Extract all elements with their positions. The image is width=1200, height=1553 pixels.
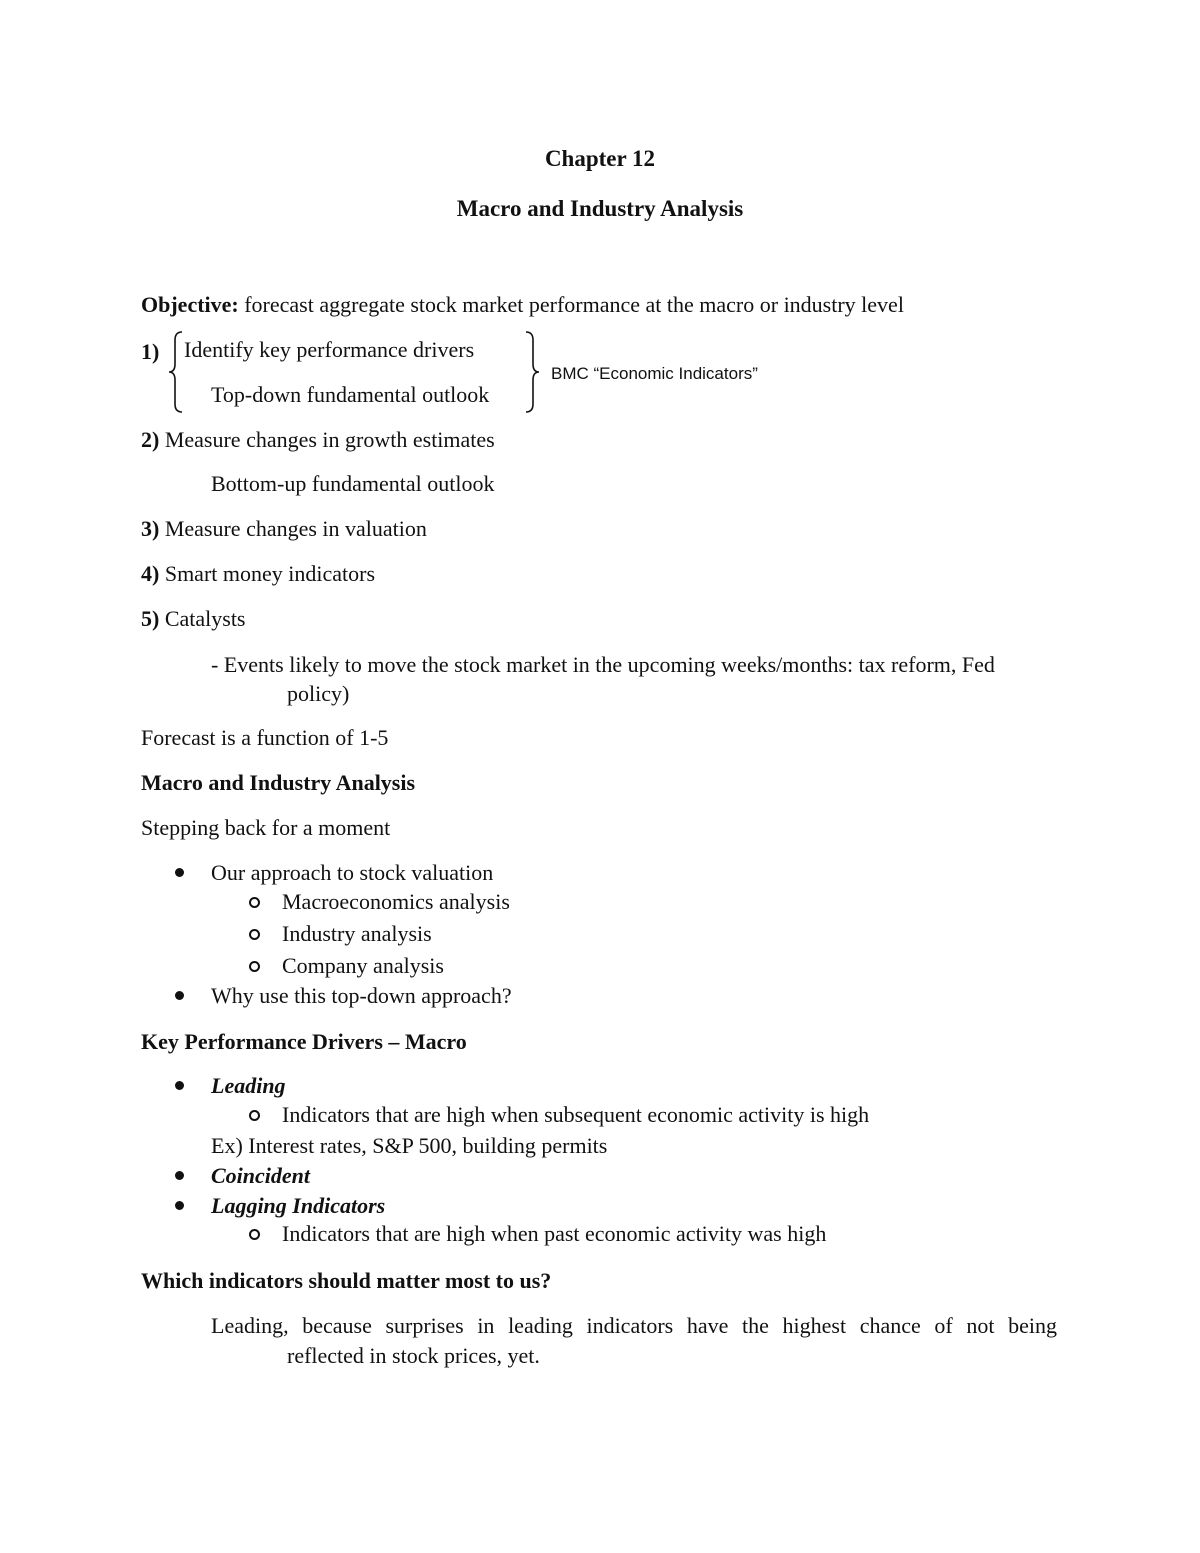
objective-text: forecast aggregate stock market performance at the macro or industry level [244,292,904,317]
which-answer-line1: Leading, because surprises in leading indicators have the highest chance of not being [211,1313,1057,1338]
step-2-number: 2) [141,427,160,452]
sub-bullet-icon [249,961,260,972]
step-3-text: Measure changes in valuation [164,516,427,541]
sub-bullet-industry: Industry analysis [282,921,432,946]
step-4-text: Smart money indicators [164,561,376,586]
bullet-icon [175,1171,184,1180]
forecast-text: Forecast is a function of 1-5 [141,725,389,750]
objective-line [141,291,904,319]
bullet-icon [175,991,184,1000]
bullet-icon [175,868,184,877]
sub-bullet-macro: Macroeconomics analysis [282,889,510,914]
sub-bullet-company: Company analysis [282,953,444,978]
sub-bullet-icon [249,897,260,908]
step-4 [141,560,375,588]
step-4-number: 4) [141,561,160,586]
bullet-icon [175,1081,184,1090]
bullet-leading: Leading [211,1073,286,1098]
bullet-why: Why use this top-down approach? [211,983,512,1008]
step-5-sub-line2: policy) [287,681,350,706]
bullet-approach: Our approach to stock valuation [211,860,494,885]
leading-description: Indicators that are high when subsequent economic activity is high [282,1102,870,1127]
step-3 [141,515,427,543]
sub-bullet-icon [249,1229,260,1240]
macro-section-heading: Macro and Industry Analysis [141,770,416,795]
step-1-number: 1) [141,339,160,364]
step-2-sub: Bottom-up fundamental outlook [211,471,495,496]
which-section-heading: Which indicators should matter most to us? [141,1268,552,1293]
step-1-line2: Top-down fundamental outlook [211,382,490,407]
step-2-text: Measure changes in growth estimates [164,427,495,452]
step-5-number: 5) [141,606,160,631]
step-5-sub-line1: - Events likely to move the stock market in the upcoming weeks/months: tax reform, Fed [211,652,995,677]
step-5-text: Catalysts [164,606,246,631]
step-5 [141,605,246,633]
sub-bullet-icon [249,929,260,940]
bullet-coincident: Coincident [211,1163,311,1188]
lagging-description: Indicators that are high when past economic activity was high [282,1221,827,1246]
step-1-line1: Identify key performance drivers [184,337,475,362]
step-2 [141,426,495,454]
chapter-title: Chapter 12 [544,146,656,171]
bmc-note: BMC “Economic Indicators” [551,364,758,383]
step-3-number: 3) [141,516,160,541]
leading-example: Ex) Interest rates, S&P 500, building permits [211,1133,608,1158]
objective-label: Objective: [141,292,239,317]
left-brace-icon [168,330,184,414]
drivers-section-heading: Key Performance Drivers – Macro [141,1029,467,1054]
right-brace-icon [524,330,540,414]
which-answer-line2: reflected in stock prices, yet. [287,1343,540,1368]
macro-intro: Stepping back for a moment [141,815,391,840]
bullet-icon [175,1201,184,1210]
bullet-lagging: Lagging Indicators [211,1193,386,1218]
chapter-subtitle: Macro and Industry Analysis [456,196,744,221]
sub-bullet-icon [249,1110,260,1121]
